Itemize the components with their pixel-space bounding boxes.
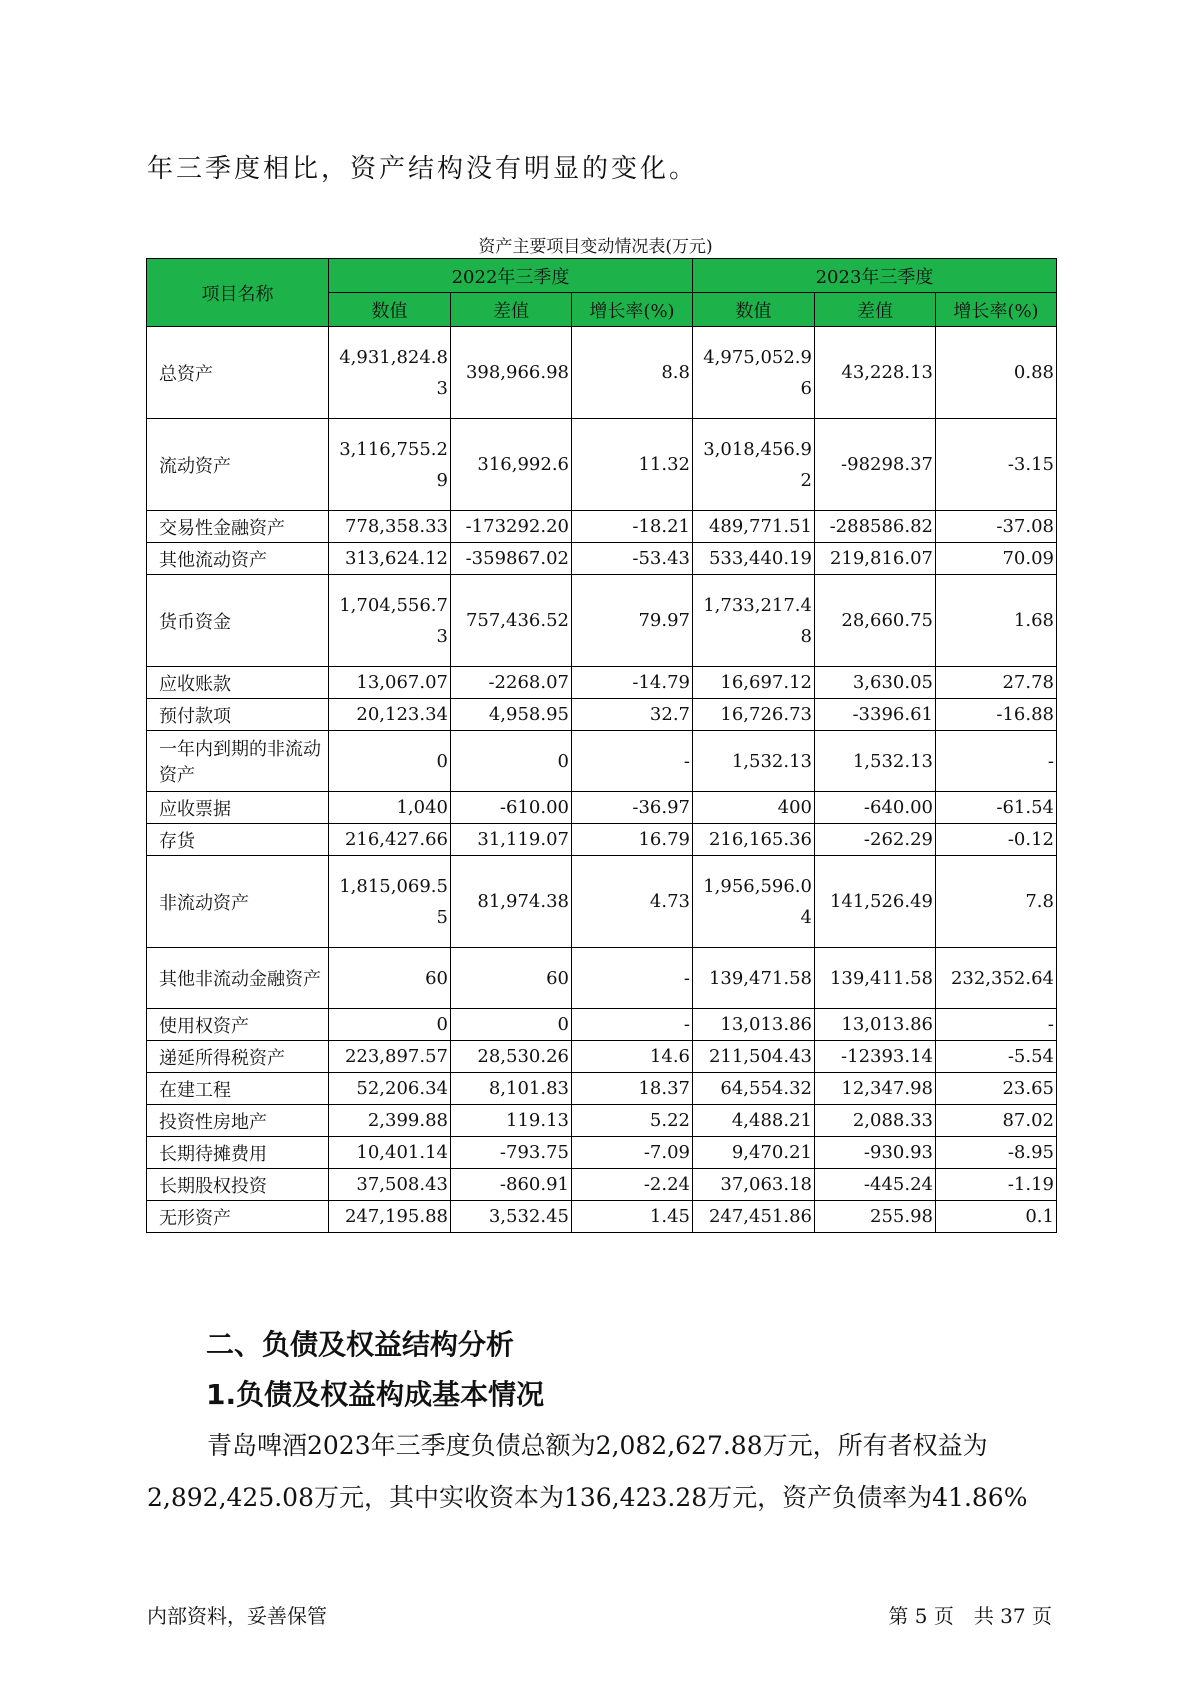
row-cell-value: 216,165.36 <box>693 824 815 856</box>
row-cell-value: 232,352.64 <box>936 948 1057 1009</box>
row-cell-value: 60 <box>451 948 572 1009</box>
row-cell-value: -793.75 <box>451 1137 572 1169</box>
row-cell-value: -3.15 <box>936 419 1057 511</box>
row-cell-value: 18.37 <box>572 1073 693 1105</box>
row-cell-value: -262.29 <box>815 824 936 856</box>
row-cell-value: 4,488.21 <box>693 1105 815 1137</box>
row-cell-value: 489,771.51 <box>693 511 815 543</box>
table-row <box>147 1041 1057 1073</box>
row-cell-value: 757,436.52 <box>451 575 572 667</box>
row-cell-value: 70.09 <box>936 543 1057 575</box>
row-item-name: 应收票据 <box>147 792 329 824</box>
row-cell-value: -2.24 <box>572 1169 693 1201</box>
row-item-name: 其他非流动金融资产 <box>147 948 329 1009</box>
table-row <box>147 1105 1057 1137</box>
row-item-name: 货币资金 <box>147 575 329 667</box>
row-cell-value: 9,470.21 <box>693 1137 815 1169</box>
row-cell-value: 0 <box>451 1009 572 1041</box>
row-cell-value: 11.32 <box>572 419 693 511</box>
row-cell-value: 4,958.95 <box>451 699 572 731</box>
row-cell-value: 8.8 <box>572 327 693 419</box>
row-cell-value: -5.54 <box>936 1041 1057 1073</box>
row-cell-value: -16.88 <box>936 699 1057 731</box>
row-cell-value: 2,088.33 <box>815 1105 936 1137</box>
row-cell-value: -53.43 <box>572 543 693 575</box>
row-cell-value: 7.8 <box>936 856 1057 948</box>
table-row <box>147 1137 1057 1169</box>
row-cell-value: 3,532.45 <box>451 1201 572 1233</box>
row-item-name: 非流动资产 <box>147 856 329 948</box>
row-item-name: 流动资产 <box>147 419 329 511</box>
table-row <box>147 1169 1057 1201</box>
table-body <box>147 327 1057 1233</box>
row-cell-value: 60 <box>329 948 451 1009</box>
row-cell-value: 3,116,755.29 <box>329 419 451 511</box>
row-cell-value: 313,624.12 <box>329 543 451 575</box>
row-cell-value: -173292.20 <box>451 511 572 543</box>
row-cell-value: -1.19 <box>936 1169 1057 1201</box>
row-cell-value: 400 <box>693 792 815 824</box>
table-row <box>147 1201 1057 1233</box>
table-row <box>147 792 1057 824</box>
row-cell-value: 4.73 <box>572 856 693 948</box>
row-cell-value: 13,067.07 <box>329 667 451 699</box>
row-cell-value: -37.08 <box>936 511 1057 543</box>
row-cell-value: 79.97 <box>572 575 693 667</box>
row-cell-value: 1.45 <box>572 1201 693 1233</box>
row-cell-value: - <box>572 948 693 1009</box>
row-cell-value: 533,440.19 <box>693 543 815 575</box>
row-item-name: 其他流动资产 <box>147 543 329 575</box>
subheader-diff-2023: 差值 <box>815 293 936 327</box>
row-cell-value: 223,897.57 <box>329 1041 451 1073</box>
row-item-name: 总资产 <box>147 327 329 419</box>
row-cell-value: 1,704,556.73 <box>329 575 451 667</box>
row-cell-value: 12,347.98 <box>815 1073 936 1105</box>
row-cell-value: 211,504.43 <box>693 1041 815 1073</box>
row-cell-value: 32.7 <box>572 699 693 731</box>
row-cell-value: 27.78 <box>936 667 1057 699</box>
table-row <box>147 667 1057 699</box>
row-item-name: 存货 <box>147 824 329 856</box>
row-cell-value: -12393.14 <box>815 1041 936 1073</box>
row-item-name: 递延所得税资产 <box>147 1041 329 1073</box>
row-cell-value: 14.6 <box>572 1041 693 1073</box>
row-item-name: 长期待摊费用 <box>147 1137 329 1169</box>
row-item-name: 应收账款 <box>147 667 329 699</box>
row-cell-value: 3,630.05 <box>815 667 936 699</box>
row-cell-value: 219,816.07 <box>815 543 936 575</box>
header-period-2022: 2022年三季度 <box>329 259 693 293</box>
row-cell-value: 20,123.34 <box>329 699 451 731</box>
row-cell-value: 1,040 <box>329 792 451 824</box>
row-cell-value: -640.00 <box>815 792 936 824</box>
row-item-name: 一年内到期的非流动资产 <box>147 731 329 792</box>
row-cell-value: 3,018,456.92 <box>693 419 815 511</box>
row-cell-value: -14.79 <box>572 667 693 699</box>
table-row <box>147 731 1057 792</box>
table-row <box>147 327 1057 419</box>
row-cell-value: 141,526.49 <box>815 856 936 948</box>
row-cell-value: -8.95 <box>936 1137 1057 1169</box>
row-cell-value: 1.68 <box>936 575 1057 667</box>
row-cell-value: 255.98 <box>815 1201 936 1233</box>
row-cell-value: 5.22 <box>572 1105 693 1137</box>
row-cell-value: -2268.07 <box>451 667 572 699</box>
row-cell-value: 28,660.75 <box>815 575 936 667</box>
row-cell-value: 0 <box>329 1009 451 1041</box>
row-cell-value: 16,726.73 <box>693 699 815 731</box>
row-cell-value: -860.91 <box>451 1169 572 1201</box>
row-item-name: 使用权资产 <box>147 1009 329 1041</box>
row-cell-value: -288586.82 <box>815 511 936 543</box>
row-cell-value: 247,451.86 <box>693 1201 815 1233</box>
table-row <box>147 511 1057 543</box>
row-cell-value: -3396.61 <box>815 699 936 731</box>
row-cell-value: 139,411.58 <box>815 948 936 1009</box>
row-cell-value: 16,697.12 <box>693 667 815 699</box>
row-cell-value: 64,554.32 <box>693 1073 815 1105</box>
row-cell-value: 119.13 <box>451 1105 572 1137</box>
row-cell-value: 37,508.43 <box>329 1169 451 1201</box>
subheader-value-2022: 数值 <box>329 293 451 327</box>
row-cell-value: -98298.37 <box>815 419 936 511</box>
row-cell-value: 1,733,217.48 <box>693 575 815 667</box>
footer-page-number: 第 5 页 共 37 页 <box>888 1604 1052 1628</box>
row-cell-value: 52,206.34 <box>329 1073 451 1105</box>
row-cell-value: 216,427.66 <box>329 824 451 856</box>
row-cell-value: 13,013.86 <box>693 1009 815 1041</box>
intro-text: 年三季度相比，资产结构没有明显的变化。 <box>147 154 699 184</box>
row-cell-value: 10,401.14 <box>329 1137 451 1169</box>
assets-table <box>146 258 1057 1233</box>
subsection-heading: 1.负债及权益构成基本情况 <box>206 1378 545 1411</box>
table-row <box>147 543 1057 575</box>
row-cell-value: 43,228.13 <box>815 327 936 419</box>
row-cell-value: 4,975,052.96 <box>693 327 815 419</box>
subheader-growth-2023: 增长率(%) <box>936 293 1057 327</box>
row-cell-value: 37,063.18 <box>693 1169 815 1201</box>
row-cell-value: -18.21 <box>572 511 693 543</box>
row-cell-value: 1,956,596.04 <box>693 856 815 948</box>
subheader-value-2023: 数值 <box>693 293 815 327</box>
row-item-name: 无形资产 <box>147 1201 329 1233</box>
row-cell-value: -36.97 <box>572 792 693 824</box>
table-row <box>147 1073 1057 1105</box>
table-row <box>147 824 1057 856</box>
row-cell-value: 0.1 <box>936 1201 1057 1233</box>
row-item-name: 长期股权投资 <box>147 1169 329 1201</box>
row-cell-value: 2,399.88 <box>329 1105 451 1137</box>
row-cell-value: 28,530.26 <box>451 1041 572 1073</box>
table-row <box>147 419 1057 511</box>
footer-confidential: 内部资料，妥善保管 <box>147 1604 327 1628</box>
body-paragraph: 青岛啤酒2023年三季度负债总额为2,082,627.88万元，所有者权益为2,892,425.08万元，其中实收资本为136,423.28万元，资产负债率为41.86% <box>147 1431 1028 1512</box>
row-cell-value: 316,992.6 <box>451 419 572 511</box>
row-cell-value: -610.00 <box>451 792 572 824</box>
row-cell-value: 4,931,824.83 <box>329 327 451 419</box>
row-cell-value: 23.65 <box>936 1073 1057 1105</box>
table-row <box>147 699 1057 731</box>
header-item-name: 项目名称 <box>147 259 329 327</box>
row-cell-value: - <box>572 731 693 792</box>
row-cell-value: 0 <box>329 731 451 792</box>
row-cell-value: 0.88 <box>936 327 1057 419</box>
row-cell-value: 81,974.38 <box>451 856 572 948</box>
row-cell-value: 13,013.86 <box>815 1009 936 1041</box>
table-row <box>147 575 1057 667</box>
row-item-name: 投资性房地产 <box>147 1105 329 1137</box>
row-cell-value: -445.24 <box>815 1169 936 1201</box>
row-cell-value: 1,532.13 <box>815 731 936 792</box>
table-caption: 资产主要项目变动情况表(万元) <box>478 237 713 257</box>
row-cell-value: 247,195.88 <box>329 1201 451 1233</box>
table-row <box>147 948 1057 1009</box>
row-cell-value: 8,101.83 <box>451 1073 572 1105</box>
row-cell-value: - <box>936 1009 1057 1041</box>
section-heading: 二、负债及权益结构分析 <box>206 1328 515 1361</box>
row-cell-value: 1,815,069.55 <box>329 856 451 948</box>
row-cell-value: -61.54 <box>936 792 1057 824</box>
row-cell-value: -930.93 <box>815 1137 936 1169</box>
row-cell-value: - <box>936 731 1057 792</box>
row-cell-value: 139,471.58 <box>693 948 815 1009</box>
row-cell-value: 398,966.98 <box>451 327 572 419</box>
row-cell-value: - <box>572 1009 693 1041</box>
row-cell-value: 778,358.33 <box>329 511 451 543</box>
subheader-growth-2022: 增长率(%) <box>572 293 693 327</box>
row-cell-value: 0 <box>451 731 572 792</box>
row-cell-value: -359867.02 <box>451 543 572 575</box>
row-cell-value: -7.09 <box>572 1137 693 1169</box>
row-cell-value: 1,532.13 <box>693 731 815 792</box>
row-item-name: 预付款项 <box>147 699 329 731</box>
row-cell-value: -0.12 <box>936 824 1057 856</box>
table-row <box>147 1009 1057 1041</box>
row-item-name: 交易性金融资产 <box>147 511 329 543</box>
table-row <box>147 856 1057 948</box>
row-item-name: 在建工程 <box>147 1073 329 1105</box>
row-cell-value: 16.79 <box>572 824 693 856</box>
subheader-diff-2022: 差值 <box>451 293 572 327</box>
row-cell-value: 87.02 <box>936 1105 1057 1137</box>
header-period-2023: 2023年三季度 <box>693 259 1057 293</box>
row-cell-value: 31,119.07 <box>451 824 572 856</box>
